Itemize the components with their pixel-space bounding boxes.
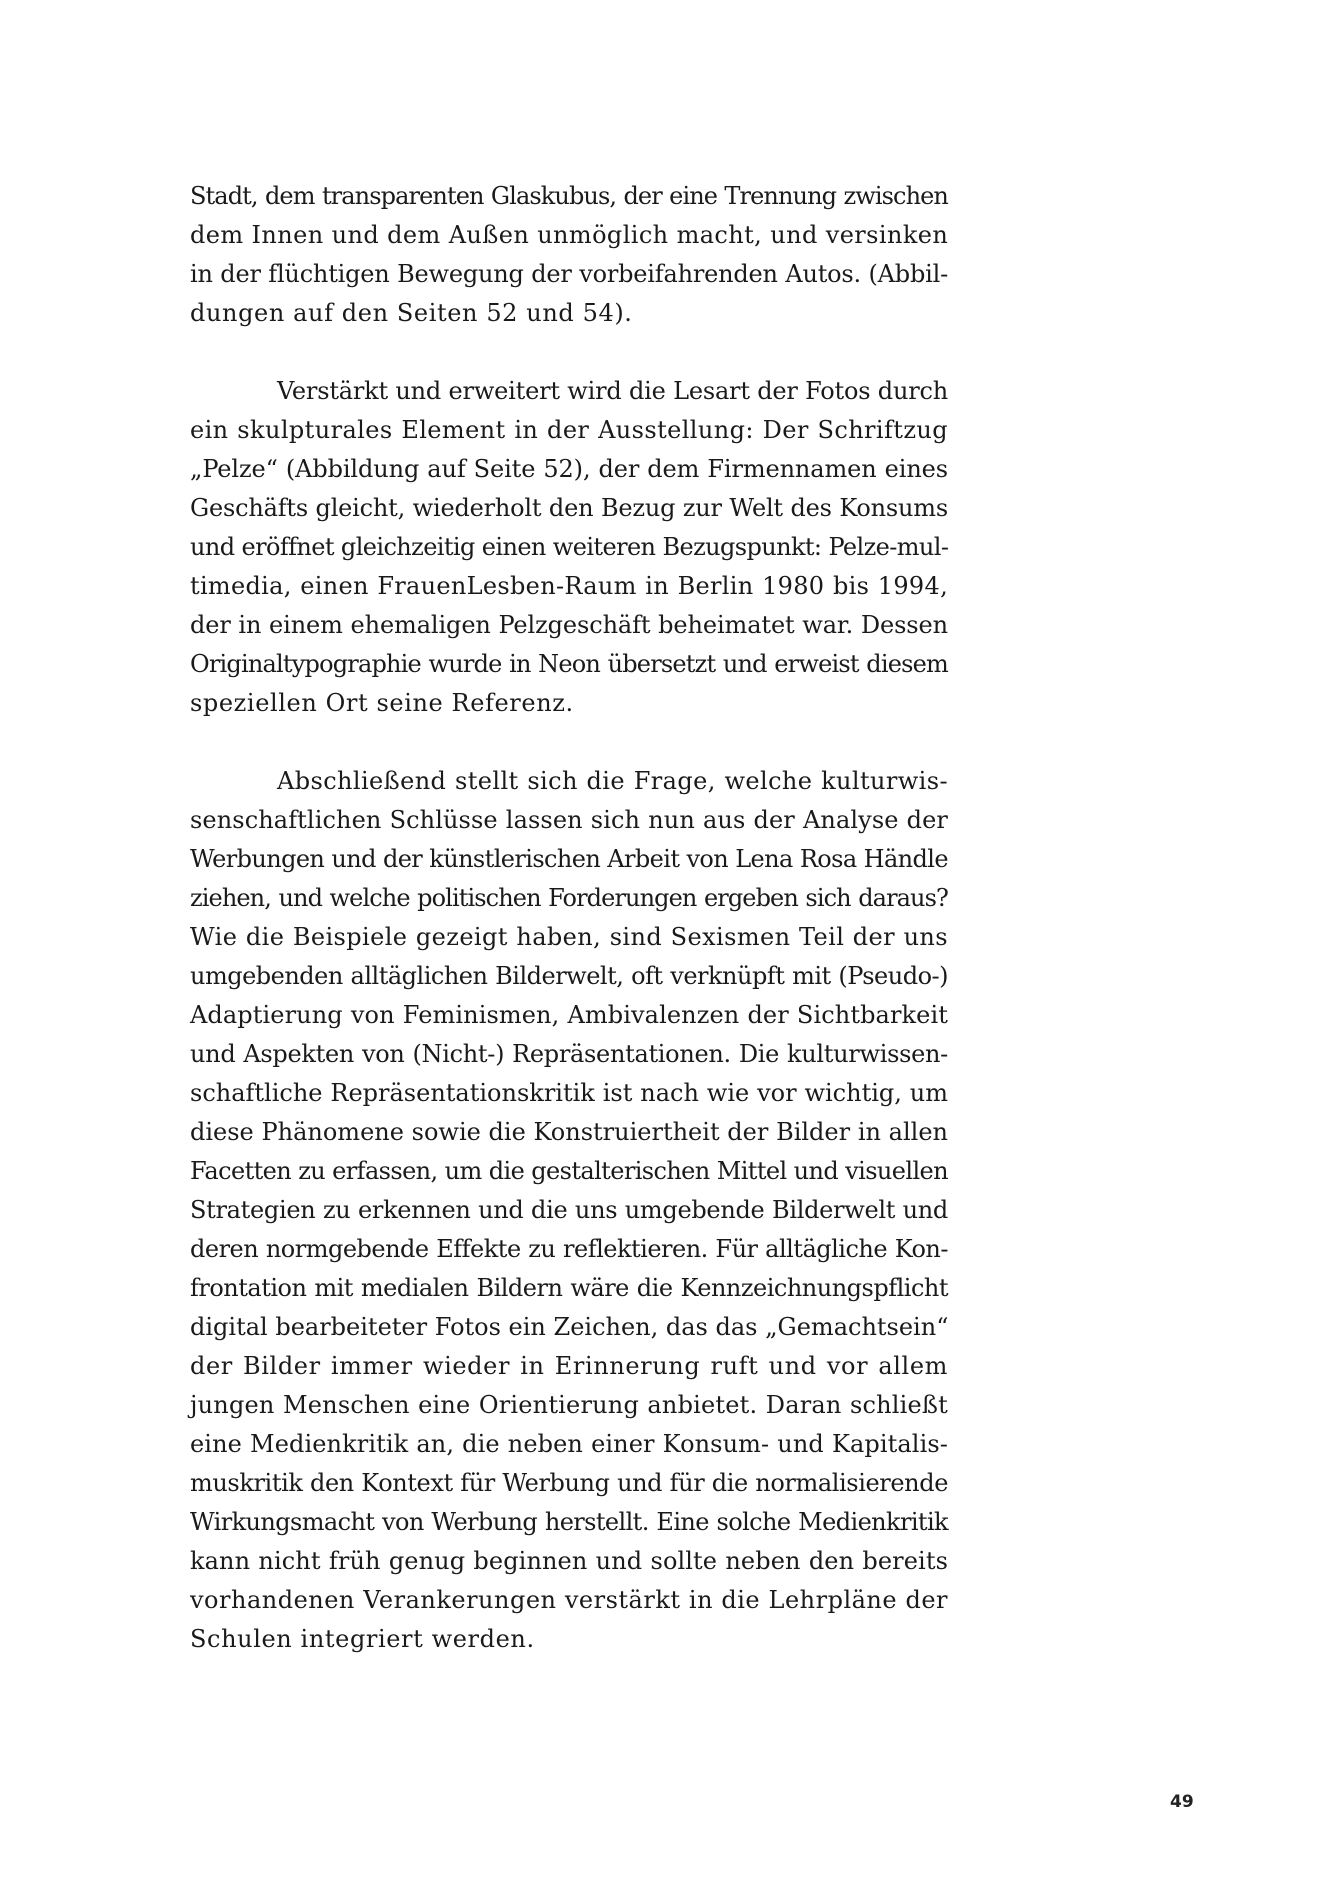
text-line: ziehen, und welche politischen Forderungen ergeben sich daraus? <box>190 884 948 912</box>
text-line: speziellen Ort seine Referenz. <box>190 689 574 717</box>
text-line: der Bilder immer wieder in Erinnerung ruft und vor allem <box>190 1352 948 1380</box>
text-line: ein skulpturales Element in der Ausstellung: Der Schriftzug <box>190 416 948 444</box>
paragraph-1 <box>190 177 948 333</box>
text-line: Abschließend stellt sich die Frage, welche kulturwis- <box>277 767 948 795</box>
text-line: in der flüchtigen Bewegung der vorbeifahrenden Autos. (Abbil- <box>190 260 948 288</box>
text-line: timedia, einen FrauenLesben-Raum in Berlin 1980 bis 1994, <box>190 572 948 600</box>
text-line: senschaftlichen Schlüsse lassen sich nun aus der Analyse der <box>190 806 948 834</box>
text-line: Adaptierung von Feminismen, Ambivalenzen der Sichtbarkeit <box>190 1001 948 1029</box>
paragraph-3 <box>190 762 948 1659</box>
text-line: und Aspekten von (Nicht-) Repräsentationen. Die kulturwissen- <box>190 1040 948 1068</box>
text-line: kann nicht früh genug beginnen und sollte neben den bereits <box>190 1547 948 1575</box>
text-line: muskritik den Kontext für Werbung und für die normalisierende <box>190 1469 948 1497</box>
text-line: Wie die Beispiele gezeigt haben, sind Sexismen Teil der uns <box>190 923 948 951</box>
text-line: dem Innen und dem Außen unmöglich macht, und versinken <box>190 221 949 249</box>
text-line: diese Phänomene sowie die Konstruiertheit der Bilder in allen <box>190 1118 948 1146</box>
text-line: Stadt, dem transparenten Glaskubus, der eine Trennung zwischen <box>190 182 948 210</box>
text-line: Originaltypographie wurde in Neon übersetzt und erweist diesem <box>190 650 948 678</box>
text-line: eine Medienkritik an, die neben einer Konsum- und Kapitalis- <box>190 1430 948 1458</box>
text-line: Verstärkt und erweitert wird die Lesart der Fotos durch <box>277 377 948 405</box>
text-line: deren normgebende Effekte zu reflektieren. Für alltägliche Kon- <box>190 1235 948 1263</box>
text-line: umgebenden alltäglichen Bilderwelt, oft verknüpft mit (Pseudo-) <box>190 962 948 990</box>
text-line: Wirkungsmacht von Werbung herstellt. Eine solche Medienkritik <box>190 1508 948 1536</box>
text-line: vorhandenen Verankerungen verstärkt in die Lehrpläne der <box>190 1586 948 1614</box>
text-line: jungen Menschen eine Orientierung anbietet. Daran schließt <box>190 1391 948 1419</box>
text-line: Werbungen und der künstlerischen Arbeit von Lena Rosa Händle <box>190 845 948 873</box>
text-line: digital bearbeiteter Fotos ein Zeichen, das das „Gemachtsein“ <box>190 1313 949 1341</box>
text-line: Strategien zu erkennen und die uns umgebende Bilderwelt und <box>190 1196 948 1224</box>
text-line: frontation mit medialen Bildern wäre die Kennzeichnungspflicht <box>190 1274 948 1302</box>
page-number: 49 <box>1170 1792 1194 1812</box>
text-line: und eröffnet gleichzeitig einen weiteren Bezugspunkt: Pelze-mul- <box>190 533 949 561</box>
text-line: Facetten zu erfassen, um die gestalterischen Mittel und visuellen <box>190 1157 948 1185</box>
text-line: Schulen integriert werden. <box>190 1625 535 1653</box>
body-text <box>190 177 948 1659</box>
text-line: schaftliche Repräsentationskritik ist nach wie vor wichtig, um <box>190 1079 948 1107</box>
text-line: der in einem ehemaligen Pelzgeschäft beheimatet war. Dessen <box>190 611 948 639</box>
text-line: dungen auf den Seiten 52 und 54). <box>190 299 633 327</box>
text-line: „Pelze“ (Abbildung auf Seite 52), der dem Firmennamen eines <box>190 455 948 483</box>
text-line: Geschäfts gleicht, wiederholt den Bezug zur Welt des Konsums <box>190 494 948 522</box>
paragraph-2 <box>190 372 948 723</box>
